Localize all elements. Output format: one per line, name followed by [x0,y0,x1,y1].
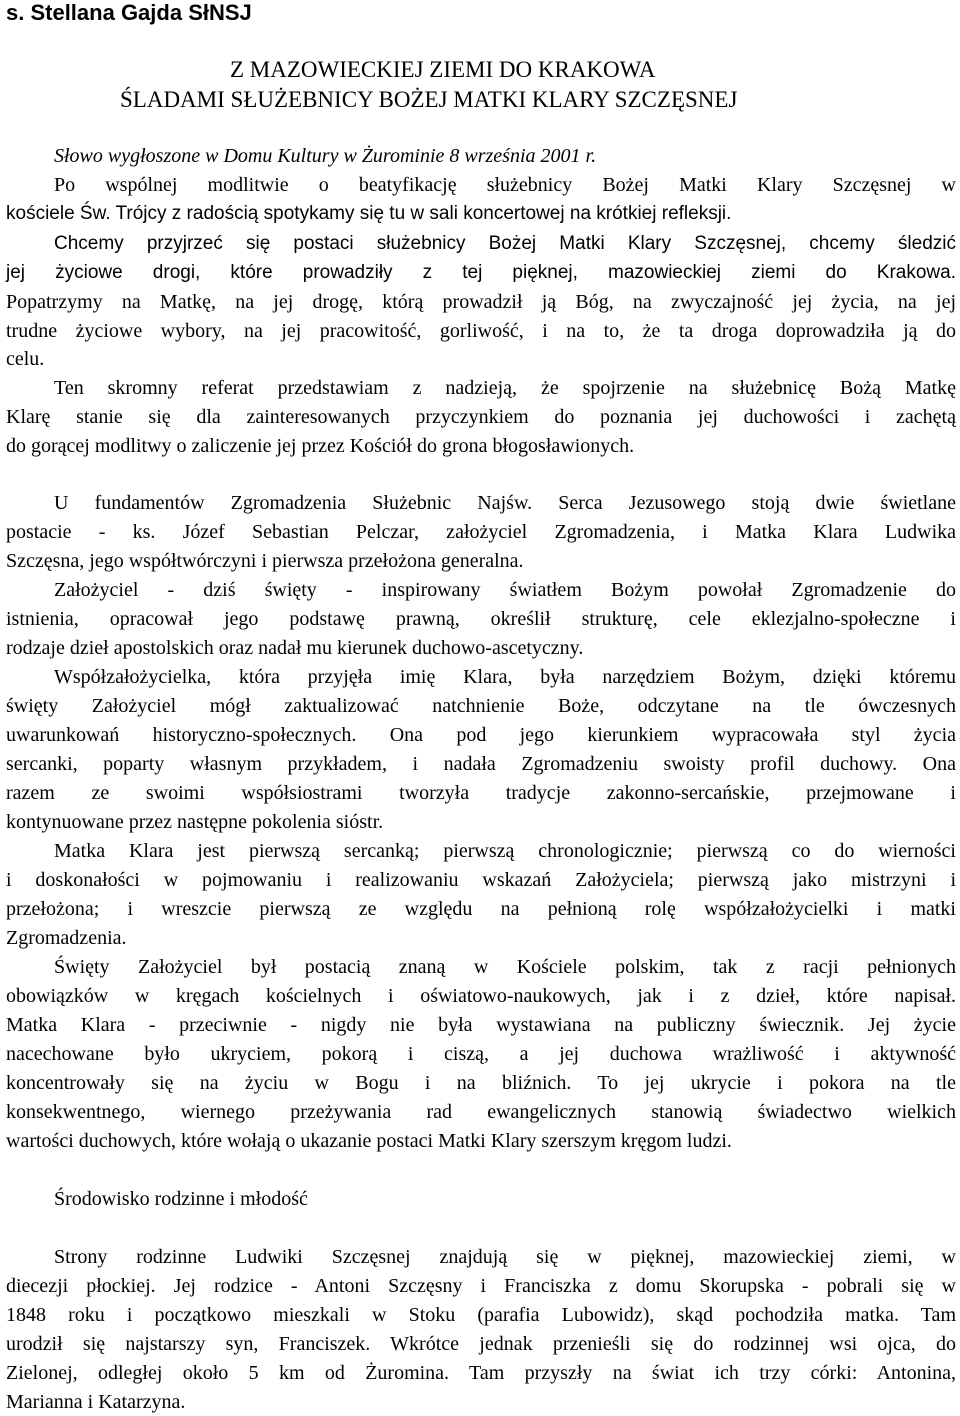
body-line: Popatrzymy na Matkę, na jej drogę, którą prowadził ją Bóg, na zwyczajność jej życia, na jej [6,291,956,313]
body-line: przełożona; i wreszcie pierwszą ze względu na pełnioną rolę współzałożycielki i matki [6,898,956,920]
section-line: urodził się najstarszy syn, Franciszek. Wkrótce jednak przenieśli się do rodzinnej wsi ojca, do [6,1333,956,1355]
body-line: Współzałożycielka, która przyjęła imię Klara, była narzędziem Bożym, dzięki któremu [54,666,956,688]
body-line: Chcemy przyjrzeć się postaci służebnicy Bożej Matki Klary Szczęsnej, chcemy śledzić [54,233,956,254]
section-line: Strony rodzinne Ludwiki Szczęsnej znajdują się w pięknej, mazowieckiej ziemi, w [54,1246,956,1268]
body-line: razem ze swoimi współsiostrami tworzyła tradycje zakonno-sercańskie, przejmowane i [6,782,956,804]
body-line: nacechowane było ukryciem, pokorą i ciszą, a jej duchowa wrażliwość i aktywność [6,1043,956,1065]
body-line: istnienia, opracował jego podstawę prawną, określił strukturę, cele eklezjalno-społeczne i [6,608,956,630]
body-line: obowiązków w kręgach kościelnych i oświatowo-naukowych, jak i z dzieł, które napisał. [6,985,956,1007]
body-line: Ten skromny referat przedstawiam z nadzieją, że spojrzenie na służebnicę Bożą Matkę [54,377,956,399]
body-line: Matka Klara jest pierwszą sercanką; pierwszą chronologicznie; pierwszą co do wierności [54,840,956,862]
body-line: koncentrowały się na życiu w Bogu i na bliźnich. To jej ukrycie i pokora na tle [6,1072,956,1094]
body-line: Święty Założyciel był postacią znaną w Kościele polskim, tak z racji pełnionych [54,956,956,978]
body-line: jej życiowe drogi, które prowadziły z tej pięknej, mazowieckiej ziemi do Krakowa. [6,262,956,283]
body-line: rodzaje dzieł apostolskich oraz nadał mu kierunek duchowo-ascetyczny. [6,637,584,659]
body-line: Klarę stanie się dla zainteresowanych przyczynkiem do poznania jej duchowości i zachętą [6,406,956,428]
subtitle: Słowo wygłoszone w Domu Kultury w Żurominie 8 września 2001 r. [54,145,597,167]
body-line: Założyciel - dziś święty - inspirowany światłem Bożym powołał Zgromadzenie do [54,579,956,601]
body-line: Po wspólnej modlitwie o beatyfikację służebnicy Bożej Matki Klary Szczęsnej w [54,174,956,196]
body-line: wartości duchowych, które wołają o ukazanie postaci Matki Klary szerszym kręgom ludzi. [6,1130,732,1152]
body-line: Szczęsna, jego współtwórczyni i pierwsza przełożona generalna. [6,550,524,572]
section-line: 1848 roku i początkowo mieszkali w Stoku (parafia Lubowidz), skąd pochodziła matka. Tam [6,1304,956,1326]
body-line: do gorącej modlitwy o zaliczenie jej przez Kościół do grona błogosławionych. [6,435,635,457]
title-line-1: Z MAZOWIECKIEJ ZIEMI DO KRAKOWA [230,57,656,82]
body-line: uwarunkowań historyczno-społecznych. Ona pod jego kierunkiem wypracowała styl życia [6,724,956,746]
body-line: kościele Św. Trójcy z radością spotykamy się tu w sali koncertowej na krótkiej refleksji. [6,203,732,224]
body-line: postacie - ks. Józef Sebastian Pelczar, założyciel Zgromadzenia, i Matka Klara Ludwika [6,521,956,543]
body-line: Matka Klara - przeciwnie - nigdy nie była wystawiana na publiczny świecznik. Jej życie [6,1014,956,1036]
author-line: s. Stellana Gajda SłNSJ [6,0,252,25]
body-line: święty Założyciel mógł zaktualizować natchnienie Boże, odczytane na tle ówczesnych [6,695,956,717]
section-line: Zielonej, odległej około 5 km od Żuromina. Tam przyszły na świat ich trzy córki: Antonina, [6,1362,956,1384]
section-heading: Środowisko rodzinne i młodość [54,1188,308,1210]
title-line-2: ŚLADAMI SŁUŻEBNICY BOŻEJ MATKI KLARY SZCZĘSNEJ [120,87,738,112]
body-line: trudne życiowe wybory, na jej pracowitość, gorliwość, i na to, że ta droga doprowadziła ją do [6,320,956,342]
body-line: konsekwentnego, wiernego przeżywania rad ewangelicznych stanowią świadectwo wielkich [6,1101,956,1123]
body-line: kontynuowane przez następne pokolenia sióstr. [6,811,384,833]
body-line: Zgromadzenia. [6,927,127,949]
section-line: Marianna i Katarzyna. [6,1391,186,1413]
section-line: diecezji płockiej. Jej rodzice - Antoni Szczęsny i Franciszka z domu Skorupska - pobrali się w [6,1275,956,1297]
body-line: U fundamentów Zgromadzenia Służebnic Najśw. Serca Jezusowego stoją dwie świetlane [54,492,956,514]
body-line: i doskonałości w pojmowaniu i realizowaniu wskazań Założyciela; pierwszą jako mistrzyni i [6,869,956,891]
body-line: sercanki, poparty własnym przykładem, i nadała Zgromadzeniu swoisty profil duchowy. Ona [6,753,956,775]
body-line: celu. [6,348,45,370]
